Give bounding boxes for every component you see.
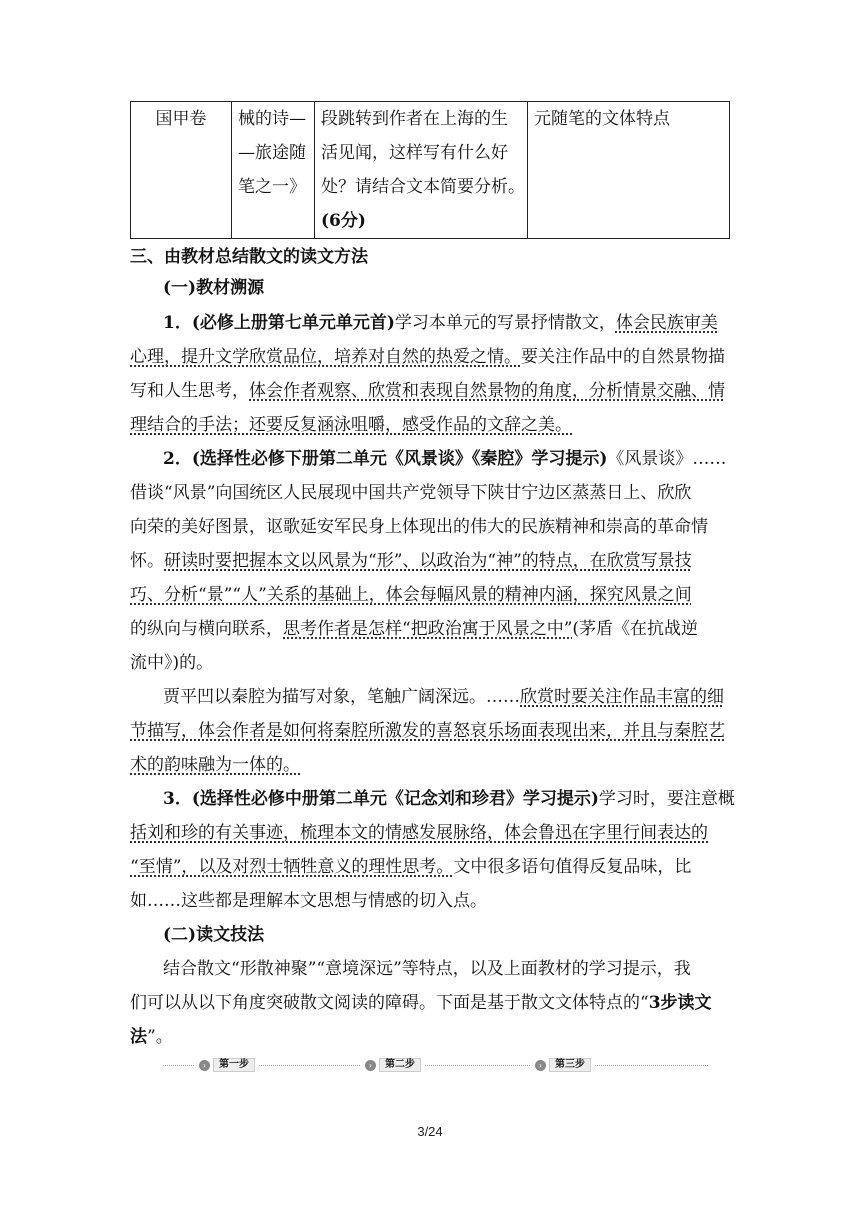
text-run: 们可以从以下角度突破散文阅读的障碍。下面是基于散文文体特点的“: [130, 993, 649, 1013]
item-lead: 3．(选择性必修中册第二单元《记念刘和珍君》学习提示): [163, 789, 599, 809]
underlined-run: 巧、分析“景”“人”关系的基础上，体会每幅风景的精神内涵，探究风景之间: [130, 585, 692, 605]
text-run: 贾平凹以秦腔为描写对象，笔触广阔深远。……: [163, 687, 520, 707]
underlined-run: 心理，提升文学欣赏品位，培养对自然的热爱之情。: [130, 347, 521, 367]
paragraph-line: [130, 1019, 730, 1055]
text-run: 怀。: [130, 551, 164, 571]
underlined-run: 术的韵味融为一体的。: [130, 755, 300, 775]
underlined-run: 理结合的手法；还要反复涵泳咀嚼，感受作品的文辞之美。: [130, 415, 572, 435]
text-run: 讴歌延安军民身上体现出的伟大的民族精神和崇高的革命情: [266, 517, 708, 537]
text-run: 流中》)的。: [130, 653, 214, 673]
table-row: [131, 102, 730, 239]
steps-bar: [163, 1057, 708, 1073]
section-heading: 三、由教材总结散文的读文方法: [130, 247, 368, 267]
subheading-source: (一)教材溯源: [163, 278, 265, 298]
text-run: 《风景谈》……: [607, 449, 727, 469]
subheading-techniques: (二)读文技法: [163, 925, 265, 945]
cell-text: 械的诗—: [238, 109, 306, 129]
table-fragment: [130, 101, 730, 239]
cell-text: 元随笔的文体特点: [534, 109, 670, 129]
text-run: 写和人生思考，: [130, 381, 249, 401]
text-run: 的纵向与横向联系，: [130, 619, 283, 639]
arrow-circle-icon: ›: [535, 1060, 546, 1071]
cell-text: (6分): [321, 211, 366, 231]
cell-text: 处？请结合文本简要分析。: [321, 177, 525, 197]
step-label: 第二步: [379, 1058, 421, 1072]
underlined-run: 体会作者观察、欣赏和表现自然景物的角度，分析情景交融、情: [249, 381, 725, 401]
step-2: [361, 1057, 425, 1073]
table-cell: [131, 102, 232, 239]
paragraph-line: [130, 849, 730, 885]
text-run: ”。: [147, 1027, 173, 1047]
cell-text: 活见闻，这样写有什么好: [321, 143, 508, 163]
paragraph-line: [163, 951, 730, 987]
table-cell: [232, 102, 315, 239]
underlined-run: “至情”，以及对烈士牺牲意义的理性思考。: [130, 857, 454, 877]
paragraph-line: [130, 407, 730, 443]
paragraph-line: [130, 339, 730, 375]
step-label: 第三步: [549, 1058, 591, 1072]
cell-text: —旅途随: [238, 143, 306, 163]
paragraph-line: [163, 441, 730, 477]
text-run: 借谈“风景”向国统区人民展现中国共产党领导下陕甘宁边区蒸蒸日上、欣欣: [130, 483, 692, 503]
page-number: 3/24: [417, 1124, 443, 1139]
paragraph-line: [130, 747, 730, 783]
underlined-run: 欣赏时要关注作品丰富的细: [520, 687, 724, 707]
paragraph-line: [163, 305, 730, 341]
paragraph-line: [130, 645, 730, 681]
paragraph-line: [130, 373, 730, 409]
text-run: 结合散文“形散神聚”“意境深远”等特点，以及上面教材的学习提示，我: [163, 959, 691, 979]
arrow-circle-icon: ›: [365, 1060, 376, 1071]
table-cell: [315, 102, 528, 239]
text-run: (茅盾《在抗战逆: [572, 619, 699, 639]
paragraph-line: [130, 611, 730, 647]
paragraph-line: [130, 475, 730, 511]
paragraph-line: [163, 781, 735, 817]
paragraph-line: [130, 713, 730, 749]
step-label: 第一步: [213, 1058, 255, 1072]
step-3: [531, 1057, 595, 1073]
emphasis-run: 法: [130, 1027, 147, 1047]
text-run: 学习时，要注意概: [598, 789, 735, 809]
table-cell: [528, 102, 730, 239]
paragraph-line: [130, 509, 730, 545]
paragraph-line: [130, 543, 730, 579]
arrow-circle-icon: ›: [199, 1060, 210, 1071]
cell-text: 国甲卷: [155, 109, 207, 129]
cell-text: 段跳转到作者在上海的生: [321, 109, 508, 129]
text-run: 文中很多语句值得反复品味，比: [453, 857, 692, 877]
paragraph-line: [163, 679, 730, 715]
text-run: 如……这些都是理解本文思想与情感的切入点。: [130, 891, 487, 911]
step-1: [195, 1057, 259, 1073]
paragraph-line: [130, 577, 730, 613]
emphasis-run: 3步读文: [648, 993, 712, 1013]
text-run: 要关注作品中的自然景物描: [521, 347, 725, 367]
underlined-run: 思考作者是怎样“把政治寓于风景之中”: [283, 619, 573, 639]
paragraph-line: [130, 883, 730, 919]
item-lead: 2．(选择性必修下册第二单元《风景谈》《秦腔》学习提示): [163, 449, 608, 469]
underlined-run: 研读时要把握本文以风景为“形”、以政治为“神”的特点，在欣赏写景技: [164, 551, 692, 571]
cell-text: 笔之一》: [238, 177, 306, 197]
item-lead: 1．(必修上册第七单元单元首): [163, 313, 395, 333]
text-run: 向荣的美好图景，: [130, 517, 266, 537]
text-run: 学习本单元的写景抒情散文，: [394, 313, 616, 333]
underlined-run: 括刘和珍的有关事迹，梳理本文的情感发展脉络，体会鲁迅在字里行间表达的: [130, 823, 708, 843]
underlined-run: 节描写，体会作者是如何将秦腔所激发的喜怒哀乐场面表现出来，并且与秦腔艺: [130, 721, 725, 741]
paragraph-line: [130, 815, 730, 851]
underlined-run: 体会民族审美: [615, 313, 718, 333]
paragraph-line: [130, 985, 730, 1021]
